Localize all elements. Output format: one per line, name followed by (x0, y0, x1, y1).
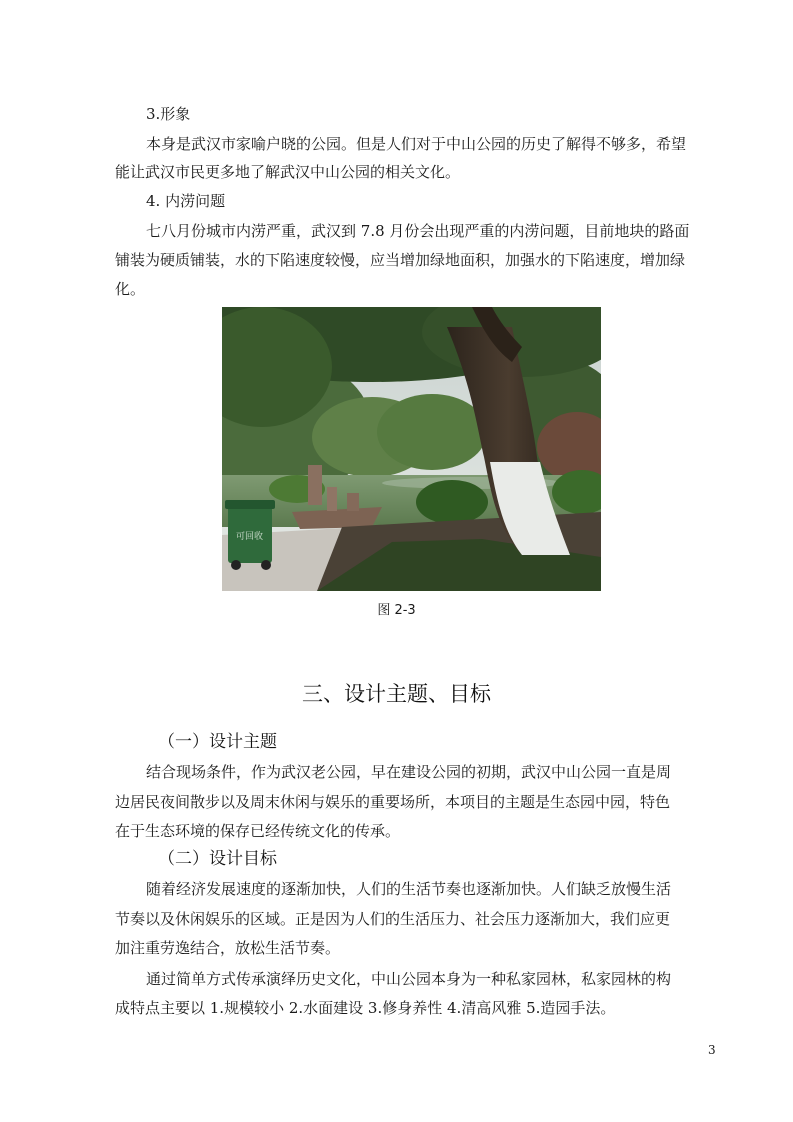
goal-paragraph-line4: 通过简单方式传承演绎历史文化，中山公园本身为一种私家园林，私家园林的构 (146, 970, 672, 988)
theme-paragraph-line3: 在于生态环境的保存已经传统文化的传承。 (115, 822, 401, 840)
item4-paragraph-line2: 铺装为硬质铺装，水的下陷速度较慢，应当增加绿地面积，加强水的下陷速度，增加绿 (115, 251, 686, 269)
figure-caption: 图 2-3 (377, 603, 416, 618)
item3-title: 3.形象 (146, 105, 191, 123)
chapter-title: 三、设计主题、目标 (302, 682, 491, 706)
goal-paragraph-line2: 节奏以及休闲娱乐的区域。正是因为人们的生活压力、社会压力逐渐加大，我们应更 (115, 910, 671, 928)
design-goal-heading: （二）设计目标 (158, 849, 277, 869)
page-number: 3 (708, 1043, 716, 1057)
item3-paragraph-line1: 本身是武汉市家喻户晓的公园。但是人们对于中山公园的历史了解得不够多，希望 (146, 135, 687, 153)
item4-paragraph-line3: 化。 (115, 280, 146, 298)
item3-paragraph-line2: 能让武汉市民更多地了解武汉中山公园的相关文化。 (115, 163, 461, 181)
park-photo (222, 307, 601, 591)
item4-title: 4. 内涝问题 (146, 192, 226, 210)
goal-paragraph-line1: 随着经济发展速度的逐渐加快，人们的生活节奏也逐渐加快。人们缺乏放慢生活 (146, 880, 672, 898)
theme-paragraph-line1: 结合现场条件，作为武汉老公园，早在建设公园的初期，武汉中山公园一直是周 (146, 763, 672, 781)
bin-label: 可回收 (236, 532, 264, 542)
design-theme-heading: （一）设计主题 (158, 732, 277, 752)
goal-paragraph-line5: 成特点主要以 1.规模较小 2.水面建设 3.修身养性 4.清高风雅 5.造园手法。 (115, 999, 616, 1017)
theme-paragraph-line2: 边居民夜间散步以及周末休闲与娱乐的重要场所，本项目的主题是生态园中园，特色 (115, 793, 671, 811)
goal-paragraph-line3: 加注重劳逸结合，放松生活节奏。 (115, 939, 341, 957)
item4-paragraph-line1: 七八月份城市内涝严重，武汉到 7.8 月份会出现严重的内涝问题，目前地块的路面 (146, 222, 690, 240)
